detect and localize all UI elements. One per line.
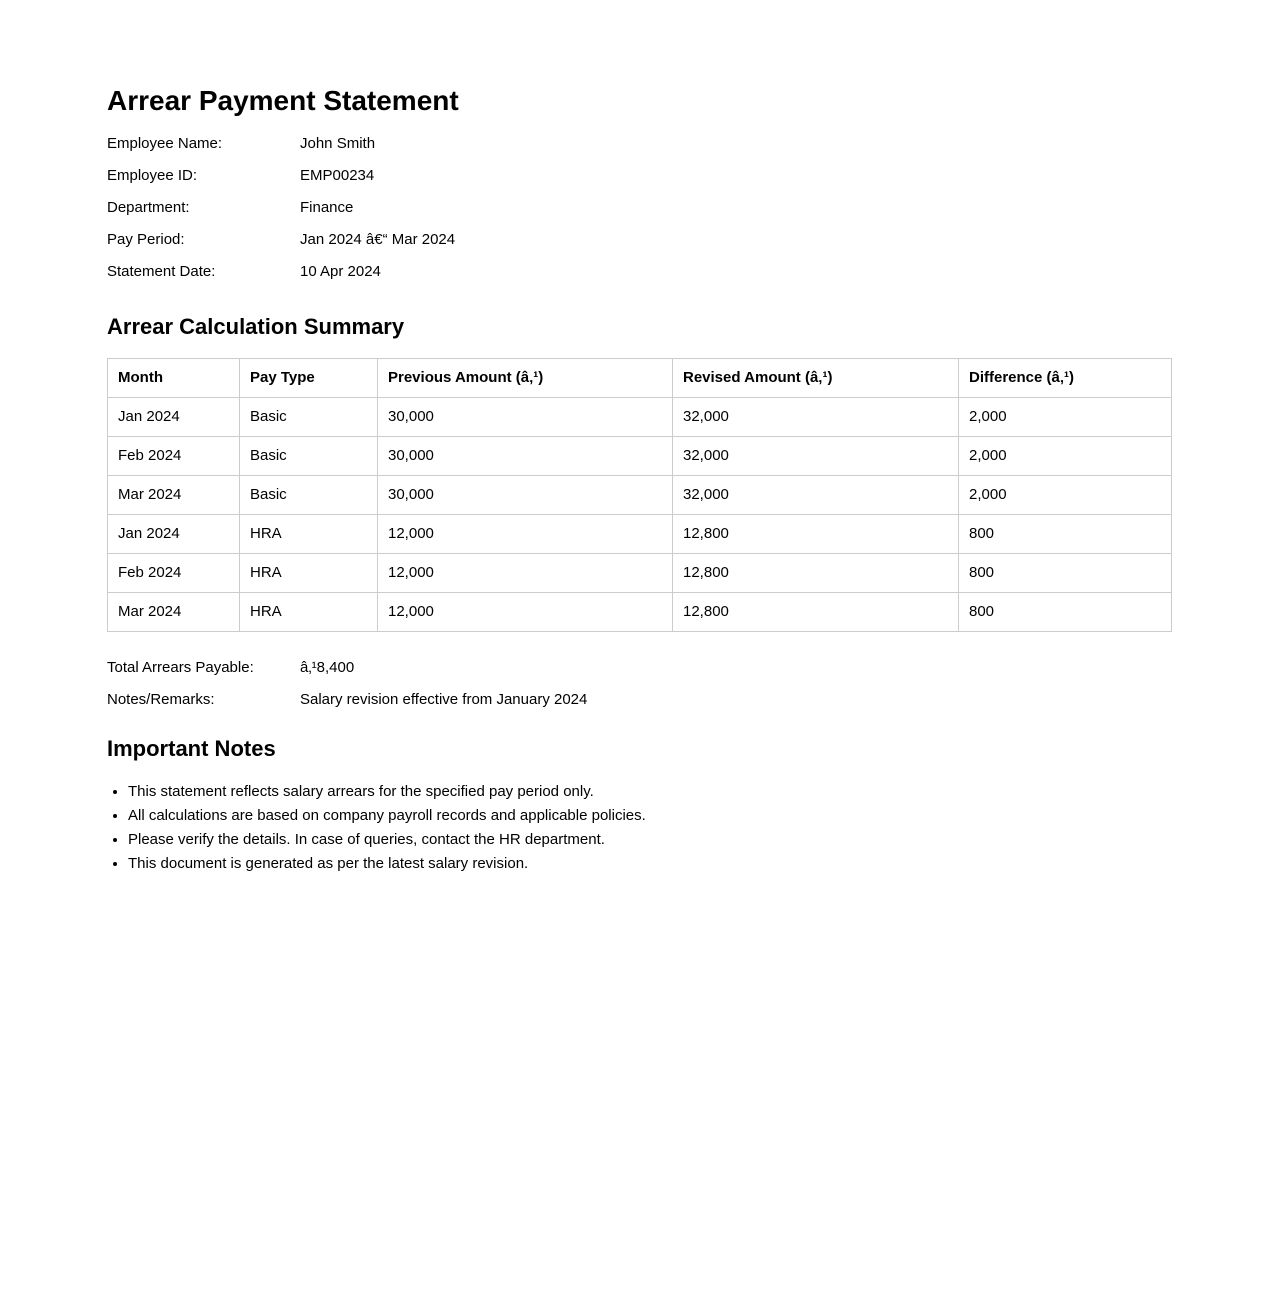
total-arrears-label: Total Arrears Payable: bbox=[107, 659, 254, 677]
cell-pay-type: Basic bbox=[240, 475, 378, 514]
column-header-pay-type: Pay Type bbox=[240, 358, 378, 397]
meta-row-employee-id bbox=[107, 160, 1171, 192]
total-arrears-row bbox=[107, 652, 1171, 684]
column-header-previous-amount: Previous Amount (â‚¹) bbox=[378, 358, 673, 397]
cell-month: Feb 2024 bbox=[108, 436, 240, 475]
column-header-difference: Difference (â‚¹) bbox=[959, 358, 1172, 397]
column-header-revised-amount: Revised Amount (â‚¹) bbox=[673, 358, 959, 397]
cell-revised-amount: 32,000 bbox=[673, 436, 959, 475]
cell-previous-amount: 12,000 bbox=[378, 592, 673, 631]
meta-row-statement-date bbox=[107, 256, 1171, 288]
table-row bbox=[108, 592, 1172, 631]
cell-revised-amount: 12,800 bbox=[673, 553, 959, 592]
employee-meta-block bbox=[107, 128, 1171, 288]
page-title: Arrear Payment Statement bbox=[107, 85, 459, 116]
field-value-department: Finance bbox=[300, 199, 354, 217]
cell-revised-amount: 32,000 bbox=[673, 397, 959, 436]
field-value-pay-period: Jan 2024 â€“ Mar 2024 bbox=[300, 231, 456, 249]
notes-remarks-row bbox=[107, 684, 1171, 716]
cell-month: Mar 2024 bbox=[108, 475, 240, 514]
cell-difference: 2,000 bbox=[959, 436, 1172, 475]
notes-remarks-label: Notes/Remarks: bbox=[107, 691, 215, 709]
cell-pay-type: HRA bbox=[240, 553, 378, 592]
cell-previous-amount: 12,000 bbox=[378, 553, 673, 592]
cell-previous-amount: 30,000 bbox=[378, 475, 673, 514]
field-label-statement-date: Statement Date: bbox=[107, 263, 216, 281]
table-row bbox=[108, 475, 1172, 514]
totals-block bbox=[107, 652, 1171, 716]
field-label-pay-period: Pay Period: bbox=[107, 231, 185, 249]
meta-row-pay-period bbox=[107, 224, 1171, 256]
field-label-employee-id: Employee ID: bbox=[107, 167, 198, 185]
cell-difference: 800 bbox=[959, 592, 1172, 631]
field-value-employee-name: John Smith bbox=[300, 135, 376, 153]
cell-difference: 800 bbox=[959, 514, 1172, 553]
cell-month: Mar 2024 bbox=[108, 592, 240, 631]
note-item: • This document is generated as per the latest salary revision. bbox=[128, 852, 1171, 876]
total-arrears-value: â‚¹8,400 bbox=[300, 659, 355, 677]
field-value-employee-id: EMP00234 bbox=[300, 167, 375, 185]
cell-pay-type: Basic bbox=[240, 436, 378, 475]
cell-revised-amount: 12,800 bbox=[673, 592, 959, 631]
column-header-month: Month bbox=[108, 358, 240, 397]
note-item: • All calculations are based on company payroll records and applicable policies. bbox=[128, 804, 1171, 828]
cell-difference: 800 bbox=[959, 553, 1172, 592]
cell-previous-amount: 30,000 bbox=[378, 397, 673, 436]
table-row bbox=[108, 397, 1172, 436]
meta-row-employee-name bbox=[107, 128, 1171, 160]
important-notes-list bbox=[107, 780, 1171, 876]
cell-month: Jan 2024 bbox=[108, 514, 240, 553]
cell-previous-amount: 12,000 bbox=[378, 514, 673, 553]
cell-difference: 2,000 bbox=[959, 397, 1172, 436]
cell-revised-amount: 12,800 bbox=[673, 514, 959, 553]
note-item: • Please verify the details. In case of queries, contact the HR department. bbox=[128, 828, 1171, 852]
cell-previous-amount: 30,000 bbox=[378, 436, 673, 475]
note-item: • This statement reflects salary arrears for the specified pay period only. bbox=[128, 780, 1171, 804]
table-row bbox=[108, 553, 1172, 592]
cell-difference: 2,000 bbox=[959, 475, 1172, 514]
arrear-summary-table bbox=[107, 358, 1172, 632]
table-row bbox=[108, 514, 1172, 553]
cell-pay-type: Basic bbox=[240, 397, 378, 436]
table-header-row bbox=[108, 358, 1172, 397]
field-label-employee-name: Employee Name: bbox=[107, 135, 223, 153]
cell-pay-type: HRA bbox=[240, 592, 378, 631]
cell-month: Jan 2024 bbox=[108, 397, 240, 436]
cell-revised-amount: 32,000 bbox=[673, 475, 959, 514]
statement-page bbox=[0, 84, 1278, 1300]
notes-remarks-value: Salary revision effective from January 2024 bbox=[300, 691, 588, 709]
field-value-statement-date: 10 Apr 2024 bbox=[300, 263, 381, 281]
cell-pay-type: HRA bbox=[240, 514, 378, 553]
table-row bbox=[108, 436, 1172, 475]
important-notes-heading: Important Notes bbox=[107, 735, 276, 761]
meta-row-department bbox=[107, 192, 1171, 224]
cell-month: Feb 2024 bbox=[108, 553, 240, 592]
summary-heading: Arrear Calculation Summary bbox=[107, 313, 405, 339]
field-label-department: Department: bbox=[107, 199, 190, 217]
